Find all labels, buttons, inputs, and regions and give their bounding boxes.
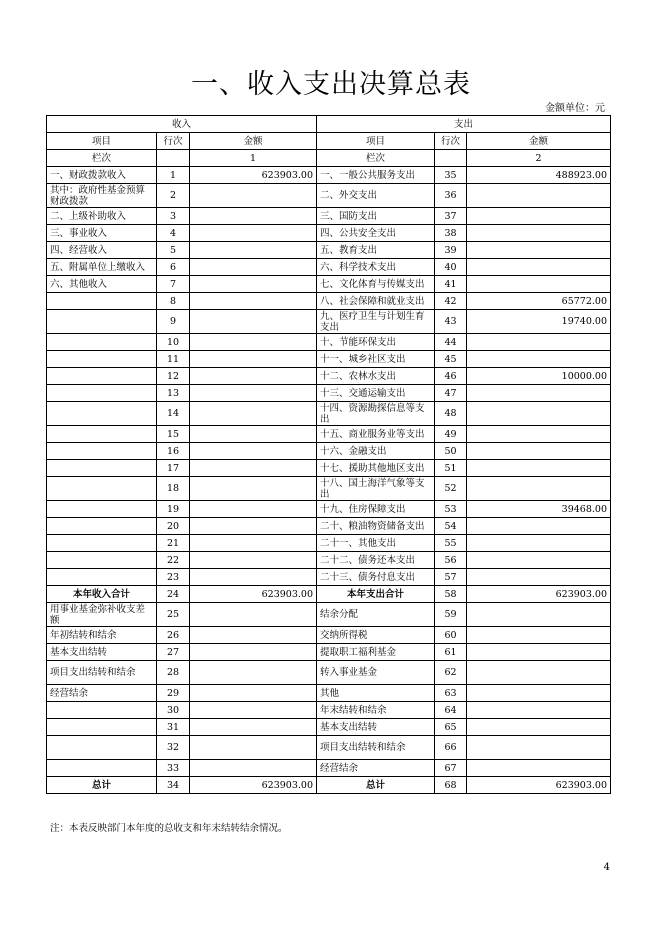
income-item <box>47 719 157 736</box>
income-item <box>47 310 157 334</box>
expense-item: 本年支出合计 <box>317 586 435 603</box>
amount-unit: 金额单位：元 <box>545 103 605 114</box>
expense-line: 37 <box>435 208 467 225</box>
expense-item: 六、科学技术支出 <box>317 259 435 276</box>
income-amount <box>190 702 317 719</box>
income-amount-header: 金额 <box>190 133 317 150</box>
expense-amount: 19740.00 <box>467 310 611 334</box>
expense-amount <box>467 334 611 351</box>
income-amount <box>190 225 317 242</box>
expense-line: 53 <box>435 501 467 518</box>
table-row <box>47 368 611 385</box>
expense-amount <box>467 627 611 644</box>
expense-line: 64 <box>435 702 467 719</box>
column-header-row <box>47 133 611 150</box>
expense-col-index: 2 <box>467 150 611 167</box>
income-item: 总计 <box>47 777 157 794</box>
expense-item: 十七、援助其他地区支出 <box>317 460 435 477</box>
table-row <box>47 702 611 719</box>
expense-item: 十八、国土海洋气象等支出 <box>317 477 435 501</box>
income-amount <box>190 501 317 518</box>
expense-amount <box>467 259 611 276</box>
expense-amount <box>467 208 611 225</box>
table-row <box>47 644 611 661</box>
expense-line: 43 <box>435 310 467 334</box>
expense-line: 35 <box>435 167 467 184</box>
expense-item: 十五、商业服务业等支出 <box>317 426 435 443</box>
expense-item: 五、教育支出 <box>317 242 435 259</box>
income-amount: 623903.00 <box>190 586 317 603</box>
income-line: 34 <box>157 777 190 794</box>
expense-amount: 623903.00 <box>467 586 611 603</box>
income-line: 5 <box>157 242 190 259</box>
expense-amount: 65772.00 <box>467 293 611 310</box>
table-row <box>47 351 611 368</box>
income-line: 27 <box>157 644 190 661</box>
income-amount <box>190 402 317 426</box>
table-row <box>47 719 611 736</box>
income-item <box>47 535 157 552</box>
table-row <box>47 736 611 760</box>
expense-item: 交纳所得税 <box>317 627 435 644</box>
table-row <box>47 552 611 569</box>
expense-line: 58 <box>435 586 467 603</box>
income-amount <box>190 685 317 702</box>
expense-line: 49 <box>435 426 467 443</box>
income-item <box>47 460 157 477</box>
expense-line: 40 <box>435 259 467 276</box>
income-amount <box>190 426 317 443</box>
income-line: 23 <box>157 569 190 586</box>
expense-item: 基本支出结转 <box>317 719 435 736</box>
table-row <box>47 501 611 518</box>
income-line: 16 <box>157 443 190 460</box>
income-amount <box>190 627 317 644</box>
expense-line: 52 <box>435 477 467 501</box>
income-line: 24 <box>157 586 190 603</box>
expense-line: 44 <box>435 334 467 351</box>
expense-line: 66 <box>435 736 467 760</box>
income-line: 9 <box>157 310 190 334</box>
income-line: 20 <box>157 518 190 535</box>
income-line: 6 <box>157 259 190 276</box>
income-amount <box>190 351 317 368</box>
expense-amount: 10000.00 <box>467 368 611 385</box>
income-line: 30 <box>157 702 190 719</box>
expense-col-label: 栏次 <box>317 150 435 167</box>
income-item: 其中：政府性基金预算财政拨款 <box>47 184 157 208</box>
expense-header: 支出 <box>317 116 611 133</box>
income-item <box>47 293 157 310</box>
table-row <box>47 426 611 443</box>
income-item: 用事业基金弥补收支差额 <box>47 603 157 627</box>
expense-amount <box>467 443 611 460</box>
income-amount <box>190 535 317 552</box>
expense-amount <box>467 184 611 208</box>
income-item-header: 项目 <box>47 133 157 150</box>
income-item <box>47 443 157 460</box>
income-item: 经营结余 <box>47 685 157 702</box>
expense-item: 九、医疗卫生与计划生育支出 <box>317 310 435 334</box>
table-row <box>47 184 611 208</box>
income-amount <box>190 242 317 259</box>
income-item: 六、其他收入 <box>47 276 157 293</box>
expense-amount <box>467 535 611 552</box>
expense-line: 56 <box>435 552 467 569</box>
table-row <box>47 276 611 293</box>
income-amount <box>190 293 317 310</box>
table-row <box>47 242 611 259</box>
expense-line: 36 <box>435 184 467 208</box>
table-note: 注：本表反映部门本年度的总收支和年末结转结余情况。 <box>50 823 288 834</box>
table-row <box>47 293 611 310</box>
expense-amount <box>467 702 611 719</box>
income-amount <box>190 184 317 208</box>
income-amount <box>190 736 317 760</box>
income-header: 收入 <box>47 116 317 133</box>
income-amount <box>190 334 317 351</box>
income-amount <box>190 368 317 385</box>
income-amount <box>190 569 317 586</box>
income-item: 三、事业收入 <box>47 225 157 242</box>
table-row <box>47 535 611 552</box>
income-line: 13 <box>157 385 190 402</box>
table-row <box>47 385 611 402</box>
income-amount <box>190 661 317 685</box>
expense-line: 68 <box>435 777 467 794</box>
income-item <box>47 760 157 777</box>
column-index-row <box>47 150 611 167</box>
expense-line: 42 <box>435 293 467 310</box>
income-line: 12 <box>157 368 190 385</box>
income-amount <box>190 259 317 276</box>
income-line: 14 <box>157 402 190 426</box>
expense-item: 三、国防支出 <box>317 208 435 225</box>
income-item <box>47 368 157 385</box>
expense-item: 二十一、其他支出 <box>317 535 435 552</box>
table-row <box>47 603 611 627</box>
income-amount <box>190 208 317 225</box>
expense-amount <box>467 225 611 242</box>
expense-line: 39 <box>435 242 467 259</box>
expense-amount <box>467 351 611 368</box>
expense-item: 四、公共安全支出 <box>317 225 435 242</box>
income-amount <box>190 552 317 569</box>
expense-line: 65 <box>435 719 467 736</box>
expense-item: 二十三、债务付息支出 <box>317 569 435 586</box>
expense-line: 61 <box>435 644 467 661</box>
income-line: 22 <box>157 552 190 569</box>
income-item: 一、财政拨款收入 <box>47 167 157 184</box>
income-item: 五、附属单位上缴收入 <box>47 259 157 276</box>
income-line: 33 <box>157 760 190 777</box>
income-item: 基本支出结转 <box>47 644 157 661</box>
empty-cell <box>435 150 467 167</box>
income-amount <box>190 518 317 535</box>
expense-line: 50 <box>435 443 467 460</box>
expense-amount <box>467 518 611 535</box>
income-line: 4 <box>157 225 190 242</box>
expense-item: 年末结转和结余 <box>317 702 435 719</box>
page-number: 4 <box>603 862 610 873</box>
income-item <box>47 736 157 760</box>
expense-amount: 488923.00 <box>467 167 611 184</box>
expense-amount <box>467 402 611 426</box>
expense-item: 十、节能环保支出 <box>317 334 435 351</box>
expense-amount: 623903.00 <box>467 777 611 794</box>
income-item <box>47 477 157 501</box>
expense-amount <box>467 644 611 661</box>
income-item <box>47 552 157 569</box>
table-row <box>47 760 611 777</box>
income-item <box>47 518 157 535</box>
income-amount <box>190 310 317 334</box>
table-row <box>47 777 611 794</box>
income-item <box>47 426 157 443</box>
expense-item: 十三、交通运输支出 <box>317 385 435 402</box>
table-row <box>47 518 611 535</box>
expense-amount <box>467 685 611 702</box>
income-item <box>47 702 157 719</box>
table-row <box>47 477 611 501</box>
expense-amount <box>467 477 611 501</box>
expense-line: 38 <box>435 225 467 242</box>
expense-line: 46 <box>435 368 467 385</box>
table-row <box>47 259 611 276</box>
expense-line: 67 <box>435 760 467 777</box>
expense-amount <box>467 760 611 777</box>
income-amount <box>190 644 317 661</box>
expense-item: 十二、农林水支出 <box>317 368 435 385</box>
income-item <box>47 334 157 351</box>
expense-amount: 39468.00 <box>467 501 611 518</box>
income-line: 1 <box>157 167 190 184</box>
income-amount: 623903.00 <box>190 167 317 184</box>
income-line: 10 <box>157 334 190 351</box>
table-row <box>47 225 611 242</box>
income-line: 25 <box>157 603 190 627</box>
income-line: 31 <box>157 719 190 736</box>
income-line: 21 <box>157 535 190 552</box>
expense-item: 一、一般公共服务支出 <box>317 167 435 184</box>
income-item: 二、上级补助收入 <box>47 208 157 225</box>
expense-amount <box>467 603 611 627</box>
expense-amount <box>467 276 611 293</box>
expense-item: 二十、粮油物资储备支出 <box>317 518 435 535</box>
income-line: 29 <box>157 685 190 702</box>
expense-item: 经营结余 <box>317 760 435 777</box>
income-line: 19 <box>157 501 190 518</box>
income-item: 四、经营收入 <box>47 242 157 259</box>
expense-line: 60 <box>435 627 467 644</box>
income-line: 3 <box>157 208 190 225</box>
table-row <box>47 685 611 702</box>
income-item: 本年收入合计 <box>47 586 157 603</box>
income-amount <box>190 443 317 460</box>
table-row <box>47 402 611 426</box>
expense-amount <box>467 426 611 443</box>
expense-amount-header: 金额 <box>467 133 611 150</box>
expense-amount <box>467 719 611 736</box>
expense-line: 41 <box>435 276 467 293</box>
table-row <box>47 334 611 351</box>
income-item: 项目支出结转和结余 <box>47 661 157 685</box>
table-row <box>47 627 611 644</box>
expense-item: 转入事业基金 <box>317 661 435 685</box>
expense-item: 其他 <box>317 685 435 702</box>
income-line-header: 行次 <box>157 133 190 150</box>
expense-item: 十四、资源勘探信息等支出 <box>317 402 435 426</box>
expense-amount <box>467 661 611 685</box>
expense-line: 45 <box>435 351 467 368</box>
expense-line: 63 <box>435 685 467 702</box>
income-line: 32 <box>157 736 190 760</box>
income-line: 7 <box>157 276 190 293</box>
expense-amount <box>467 569 611 586</box>
income-line: 2 <box>157 184 190 208</box>
income-line: 18 <box>157 477 190 501</box>
expense-line: 55 <box>435 535 467 552</box>
expense-line: 59 <box>435 603 467 627</box>
table-row <box>47 167 611 184</box>
expense-line: 51 <box>435 460 467 477</box>
income-col-label: 栏次 <box>47 150 157 167</box>
income-amount: 623903.00 <box>190 777 317 794</box>
expense-line: 54 <box>435 518 467 535</box>
income-line: 8 <box>157 293 190 310</box>
page-title: 一、收入支出决算总表 <box>191 69 471 100</box>
expense-item-header: 项目 <box>317 133 435 150</box>
expense-line: 57 <box>435 569 467 586</box>
income-line: 15 <box>157 426 190 443</box>
income-line: 26 <box>157 627 190 644</box>
expense-line: 47 <box>435 385 467 402</box>
income-amount <box>190 460 317 477</box>
income-line: 17 <box>157 460 190 477</box>
income-item <box>47 569 157 586</box>
summary-table <box>46 115 611 794</box>
income-amount <box>190 477 317 501</box>
expense-item: 十一、城乡社区支出 <box>317 351 435 368</box>
expense-amount <box>467 242 611 259</box>
expense-line: 48 <box>435 402 467 426</box>
table-row <box>47 569 611 586</box>
income-item <box>47 351 157 368</box>
income-item: 年初结转和结余 <box>47 627 157 644</box>
expense-item: 提取职工福利基金 <box>317 644 435 661</box>
table-row <box>47 443 611 460</box>
table-row <box>47 460 611 477</box>
expense-line-header: 行次 <box>435 133 467 150</box>
table-row <box>47 661 611 685</box>
income-item <box>47 402 157 426</box>
table-row <box>47 310 611 334</box>
expense-amount <box>467 736 611 760</box>
empty-cell <box>157 150 190 167</box>
income-line: 28 <box>157 661 190 685</box>
expense-item: 结余分配 <box>317 603 435 627</box>
expense-item: 十六、金融支出 <box>317 443 435 460</box>
table-row <box>47 586 611 603</box>
income-item <box>47 501 157 518</box>
expense-item: 八、社会保障和就业支出 <box>317 293 435 310</box>
income-amount <box>190 719 317 736</box>
expense-item: 七、文化体育与传媒支出 <box>317 276 435 293</box>
income-line: 11 <box>157 351 190 368</box>
expense-item: 二十二、债务还本支出 <box>317 552 435 569</box>
section-header-row <box>47 116 611 133</box>
income-amount <box>190 276 317 293</box>
expense-item: 项目支出结转和结余 <box>317 736 435 760</box>
income-amount <box>190 760 317 777</box>
expense-line: 62 <box>435 661 467 685</box>
income-col-index: 1 <box>190 150 317 167</box>
expense-item: 二、外交支出 <box>317 184 435 208</box>
income-amount <box>190 603 317 627</box>
income-item <box>47 385 157 402</box>
expense-item: 总计 <box>317 777 435 794</box>
expense-amount <box>467 460 611 477</box>
expense-amount <box>467 552 611 569</box>
table-row <box>47 208 611 225</box>
expense-amount <box>467 385 611 402</box>
expense-item: 十九、住房保障支出 <box>317 501 435 518</box>
income-amount <box>190 385 317 402</box>
